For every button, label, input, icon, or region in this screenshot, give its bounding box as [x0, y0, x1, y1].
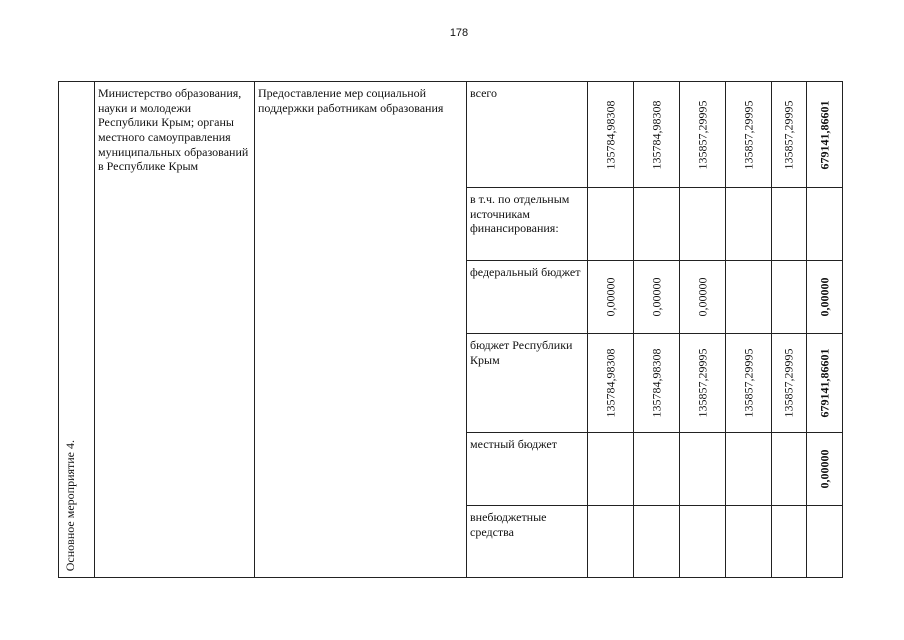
total-text: 0,00000: [817, 277, 832, 317]
value-cell: [634, 433, 680, 506]
value-text: 0,00000: [603, 277, 618, 317]
value-text: 135784,98308: [603, 100, 618, 169]
value-cell: [588, 261, 634, 334]
source-label: всего: [467, 82, 588, 188]
value-cell: [588, 433, 634, 506]
activity-cell: Предоставление мер социальной поддержки работникам образования: [255, 82, 467, 578]
value-cell: [680, 188, 726, 261]
row-header-label: Основное мероприятие 4.: [63, 439, 77, 571]
row-header-cell: [59, 82, 95, 578]
value-cell: [634, 82, 680, 188]
value-cell: [588, 506, 634, 578]
total-text: 679141,86601: [817, 100, 832, 169]
value-cell: [726, 506, 772, 578]
value-cell: [726, 261, 772, 334]
value-text: 135784,98308: [649, 100, 664, 169]
value-text: 0,00000: [649, 277, 664, 317]
value-cell: [588, 334, 634, 433]
value-cell: [772, 188, 807, 261]
value-cell: [726, 82, 772, 188]
value-cell: [726, 188, 772, 261]
total-cell: [807, 506, 843, 578]
value-text: 135857,29995: [695, 100, 710, 169]
value-text: 135784,98308: [649, 348, 664, 418]
value-cell: [772, 261, 807, 334]
budget-table: [58, 81, 843, 578]
value-cell: [772, 334, 807, 433]
value-cell: [588, 188, 634, 261]
value-cell: [726, 334, 772, 433]
value-cell: [772, 82, 807, 188]
source-label: местный бюджет: [467, 433, 588, 506]
total-cell: [807, 261, 843, 334]
total-cell: [807, 188, 843, 261]
page-number: 178: [449, 27, 469, 39]
value-cell: [588, 82, 634, 188]
value-cell: [680, 82, 726, 188]
source-label: федеральный бюджет: [467, 261, 588, 334]
source-label: внебюджетные средства: [467, 506, 588, 578]
value-cell: [634, 334, 680, 433]
value-cell: [634, 506, 680, 578]
value-cell: [680, 433, 726, 506]
value-cell: [680, 506, 726, 578]
value-text: 135857,29995: [741, 100, 756, 169]
value-cell: [772, 433, 807, 506]
source-label: бюджет Республики Крым: [467, 334, 588, 433]
total-text: 0,00000: [817, 449, 832, 489]
value-text: 135784,98308: [603, 348, 618, 418]
value-text: 135857,29995: [781, 348, 796, 418]
responsible-cell: Министерство образования, науки и молодежи Республики Крым; органы местного самоуправления муниципальных образований в Республике Крым: [95, 82, 255, 578]
value-cell: [726, 433, 772, 506]
table-row: [59, 82, 843, 188]
value-cell: [634, 188, 680, 261]
total-text: 679141,86601: [817, 348, 832, 418]
value-text: 135857,29995: [781, 100, 796, 169]
value-cell: [680, 261, 726, 334]
source-label: в т.ч. по отдельным источникам финансирования:: [467, 188, 588, 261]
value-text: 135857,29995: [741, 348, 756, 418]
value-text: 135857,29995: [695, 348, 710, 418]
total-cell: [807, 334, 843, 433]
value-cell: [772, 506, 807, 578]
total-cell: [807, 82, 843, 188]
value-cell: [680, 334, 726, 433]
value-cell: [634, 261, 680, 334]
total-cell: [807, 433, 843, 506]
value-text: 0,00000: [695, 277, 710, 317]
